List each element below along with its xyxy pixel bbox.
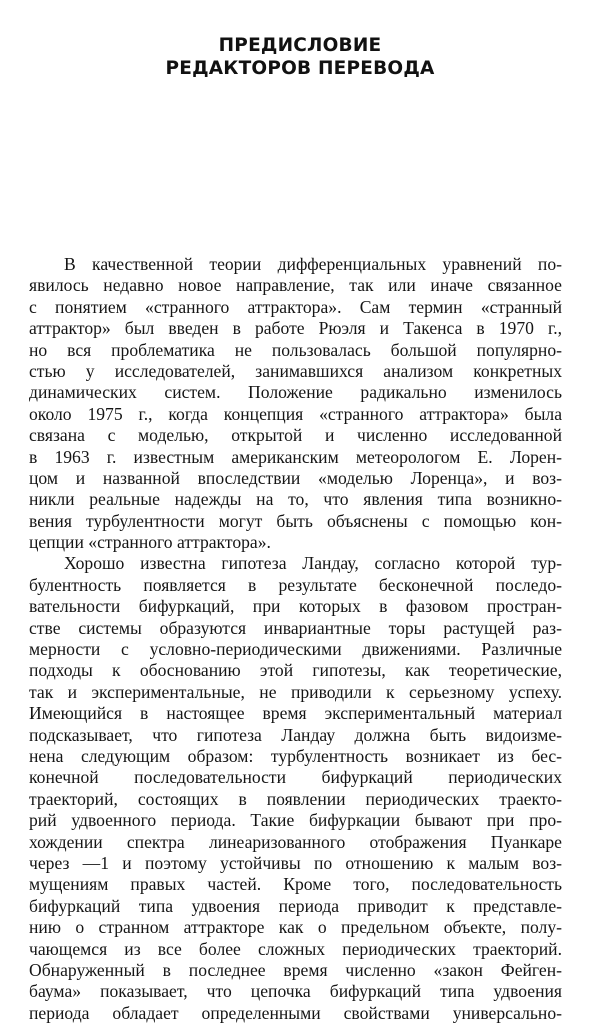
- title-line-2: РЕДАКТОРОВ ПЕРЕВОДА: [165, 58, 435, 79]
- text-line: вения турбулентности могут быть объяснены с помощью кон-: [29, 510, 562, 531]
- text-line: стве системы образуются инвариантные торы растущей раз-: [29, 617, 562, 638]
- text-line: рий удвоенного периода. Такие бифуркации бывают при про-: [29, 810, 562, 831]
- text-line: с понятием «странного аттрактора». Сам термин «странный: [29, 296, 562, 317]
- paragraph-2: [29, 553, 562, 1024]
- text-line: нию о странном аттракторе как о предельном объекте, полу-: [29, 917, 562, 938]
- text-line: Обнаруженный в последнее время численно «закон Фейген-: [29, 959, 562, 980]
- text-line: мерности с условно-периодическими движениями. Различные: [29, 639, 562, 660]
- text-line: так и экспериментальные, не приводили к серьезному успеху.: [29, 681, 562, 702]
- text-line: явилось недавно новое направление, так или иначе связанное: [29, 275, 562, 296]
- title-line-1: ПРЕДИСЛОВИЕ: [218, 35, 382, 56]
- text-line: чающемся из все более сложных периодических траекторий.: [29, 938, 562, 959]
- text-line: подсказывает, что гипотеза Ландау должна быть видоизме-: [29, 724, 562, 745]
- text-line: булентность появляется в результате бесконечной последо-: [29, 574, 562, 595]
- page-title: [0, 34, 600, 80]
- text-line: но вся проблематика не пользовалась большой популярно-: [29, 339, 562, 360]
- body-text: [29, 254, 562, 1024]
- text-line: периода обладает определенными свойствами универсально-: [29, 1002, 562, 1023]
- text-line: Имеющийся в настоящее время экспериментальный материал: [29, 703, 562, 724]
- text-line: вательности бифуркаций, при которых в фазовом простран-: [29, 596, 562, 617]
- text-line: баума» показывает, что цепочка бифуркаций типа удвоения: [29, 981, 562, 1002]
- text-line: мущениям правых частей. Кроме того, последовательность: [29, 874, 562, 895]
- text-line: траекторий, состоящих в появлении периодических траекто-: [29, 788, 562, 809]
- text-line: Хорошо известна гипотеза Ландау, согласно которой тур-: [64, 553, 562, 574]
- text-line: стью у исследователей, занимавшихся анализом конкретных: [29, 360, 562, 381]
- text-line: В качественной теории дифференциальных уравнений по-: [64, 254, 562, 274]
- text-line: нена следующим образом: турбулентность возникает из бес-: [29, 745, 562, 766]
- text-line: подходы к обоснованию этой гипотезы, как теоретические,: [29, 660, 562, 681]
- text-line: бифуркаций типа удвоения периода приводит к представле-: [29, 895, 562, 916]
- text-line: связана с моделью, открытой и численно исследованной: [29, 425, 562, 446]
- text-line: конечной последовательности бифуркаций периодических: [29, 767, 562, 788]
- text-line: динамических систем. Положение радикально изменилось: [29, 382, 562, 403]
- text-line: хождении спектра линеаризованного отображения Пуанкаре: [29, 831, 562, 852]
- text-line: никли реальные надежды на то, что явления типа возникно-: [29, 489, 562, 510]
- text-line: цепции «странного аттрактора».: [29, 532, 271, 553]
- text-line: цом и названной впоследствии «моделью Лоренца», и воз-: [29, 467, 562, 488]
- paragraph-1: [29, 254, 562, 553]
- text-line: около 1975 г., когда концепция «странного аттрактора» была: [29, 403, 562, 424]
- text-line: в 1963 г. известным американским метеорологом Е. Лорен-: [29, 446, 562, 467]
- text-line: аттрактор» был введен в работе Рюэля и Такенса в 1970 г.,: [29, 318, 562, 339]
- text-line: через —1 и поэтому устойчивы по отношению к малым воз-: [29, 852, 562, 873]
